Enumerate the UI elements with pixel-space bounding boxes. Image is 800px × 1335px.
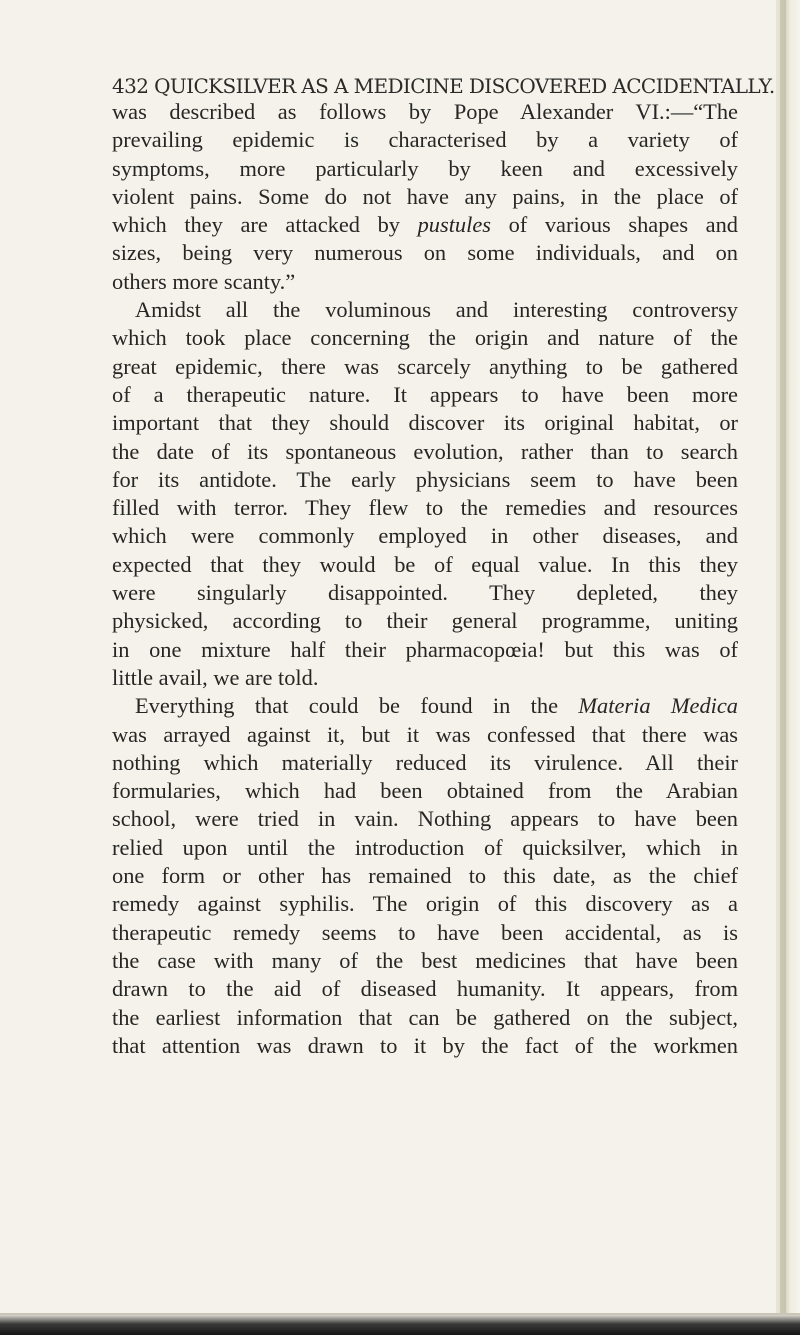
- body-text: [112, 98, 738, 1060]
- text-line: symptoms, more particularly by keen and excessively: [112, 155, 738, 181]
- text-line: was described as follows by Pope Alexander VI.:—“The: [112, 99, 738, 124]
- text-line: the earliest information that can be gathered on the subject,: [112, 1004, 738, 1030]
- text-line: relied upon until the introduction of quicksilver, which in: [112, 834, 738, 860]
- text-line: filled with terror. They flew to the remedies and resources: [112, 495, 738, 521]
- text-line: that attention was drawn to it by the fact of the workmen: [112, 1032, 738, 1058]
- text-line: which were commonly employed in other diseases, and: [112, 523, 738, 549]
- text-line: were singularly disappointed. They depleted, they: [112, 580, 738, 606]
- text-line: important that they should discover its original habitat, or: [112, 410, 738, 436]
- text-line: Amidst all the voluminous and interesting controversy: [135, 297, 738, 323]
- text-line: the date of its spontaneous evolution, rather than to search: [112, 438, 738, 464]
- text-line: which they are attacked by pustules of various shapes and: [112, 212, 738, 238]
- text-line: great epidemic, there was scarcely anything to be gathered: [112, 353, 738, 379]
- text-line: of a therapeutic nature. It appears to have been more: [112, 381, 738, 407]
- page-edge-bottom: [0, 1315, 800, 1335]
- paragraph-1: [112, 98, 738, 296]
- running-head: 432 QUICKSILVER AS A MEDICINE DISCOVERED ACCIDENTALLY.: [112, 74, 775, 98]
- text-line: sizes, being very numerous on some individuals, and on: [112, 240, 738, 266]
- text-line: Everything that could be found in the Materia Medica: [135, 693, 738, 719]
- text-line: therapeutic remedy seems to have been accidental, as is: [112, 919, 738, 945]
- text-line: one form or other has remained to this date, as the chief: [112, 863, 738, 889]
- text-line: physicked, according to their general programme, uniting: [112, 608, 738, 634]
- text-line: remedy against syphilis. The origin of this discovery as a: [112, 891, 738, 917]
- text-line: which took place concerning the origin and nature of the: [112, 325, 738, 351]
- text-line: little avail, we are told.: [112, 664, 319, 690]
- text-line: was arrayed against it, but it was confessed that there was: [112, 721, 738, 747]
- text-line: nothing which materially reduced its virulence. All their: [112, 749, 738, 775]
- page-edge-shadow: [780, 0, 786, 1335]
- text-line: violent pains. Some do not have any pains, in the place of: [112, 183, 738, 209]
- text-line: formularies, which had been obtained from the Arabian: [112, 778, 738, 804]
- text-line: for its antidote. The early physicians seem to have been: [112, 466, 738, 492]
- paragraph-3: [112, 692, 738, 1060]
- paragraph-2: [112, 296, 738, 692]
- text-line: others more scanty.”: [112, 268, 296, 294]
- text-line: school, were tried in vain. Nothing appears to have been: [112, 806, 738, 832]
- text-line: the case with many of the best medicines that have been: [112, 947, 738, 973]
- text-line: prevailing epidemic is characterised by a variety of: [112, 127, 738, 153]
- text-line: expected that they would be of equal value. In this they: [112, 551, 738, 577]
- text-line: in one mixture half their pharmacopœia! but this was of: [112, 636, 738, 662]
- text-line: drawn to the aid of diseased humanity. It appears, from: [112, 976, 738, 1002]
